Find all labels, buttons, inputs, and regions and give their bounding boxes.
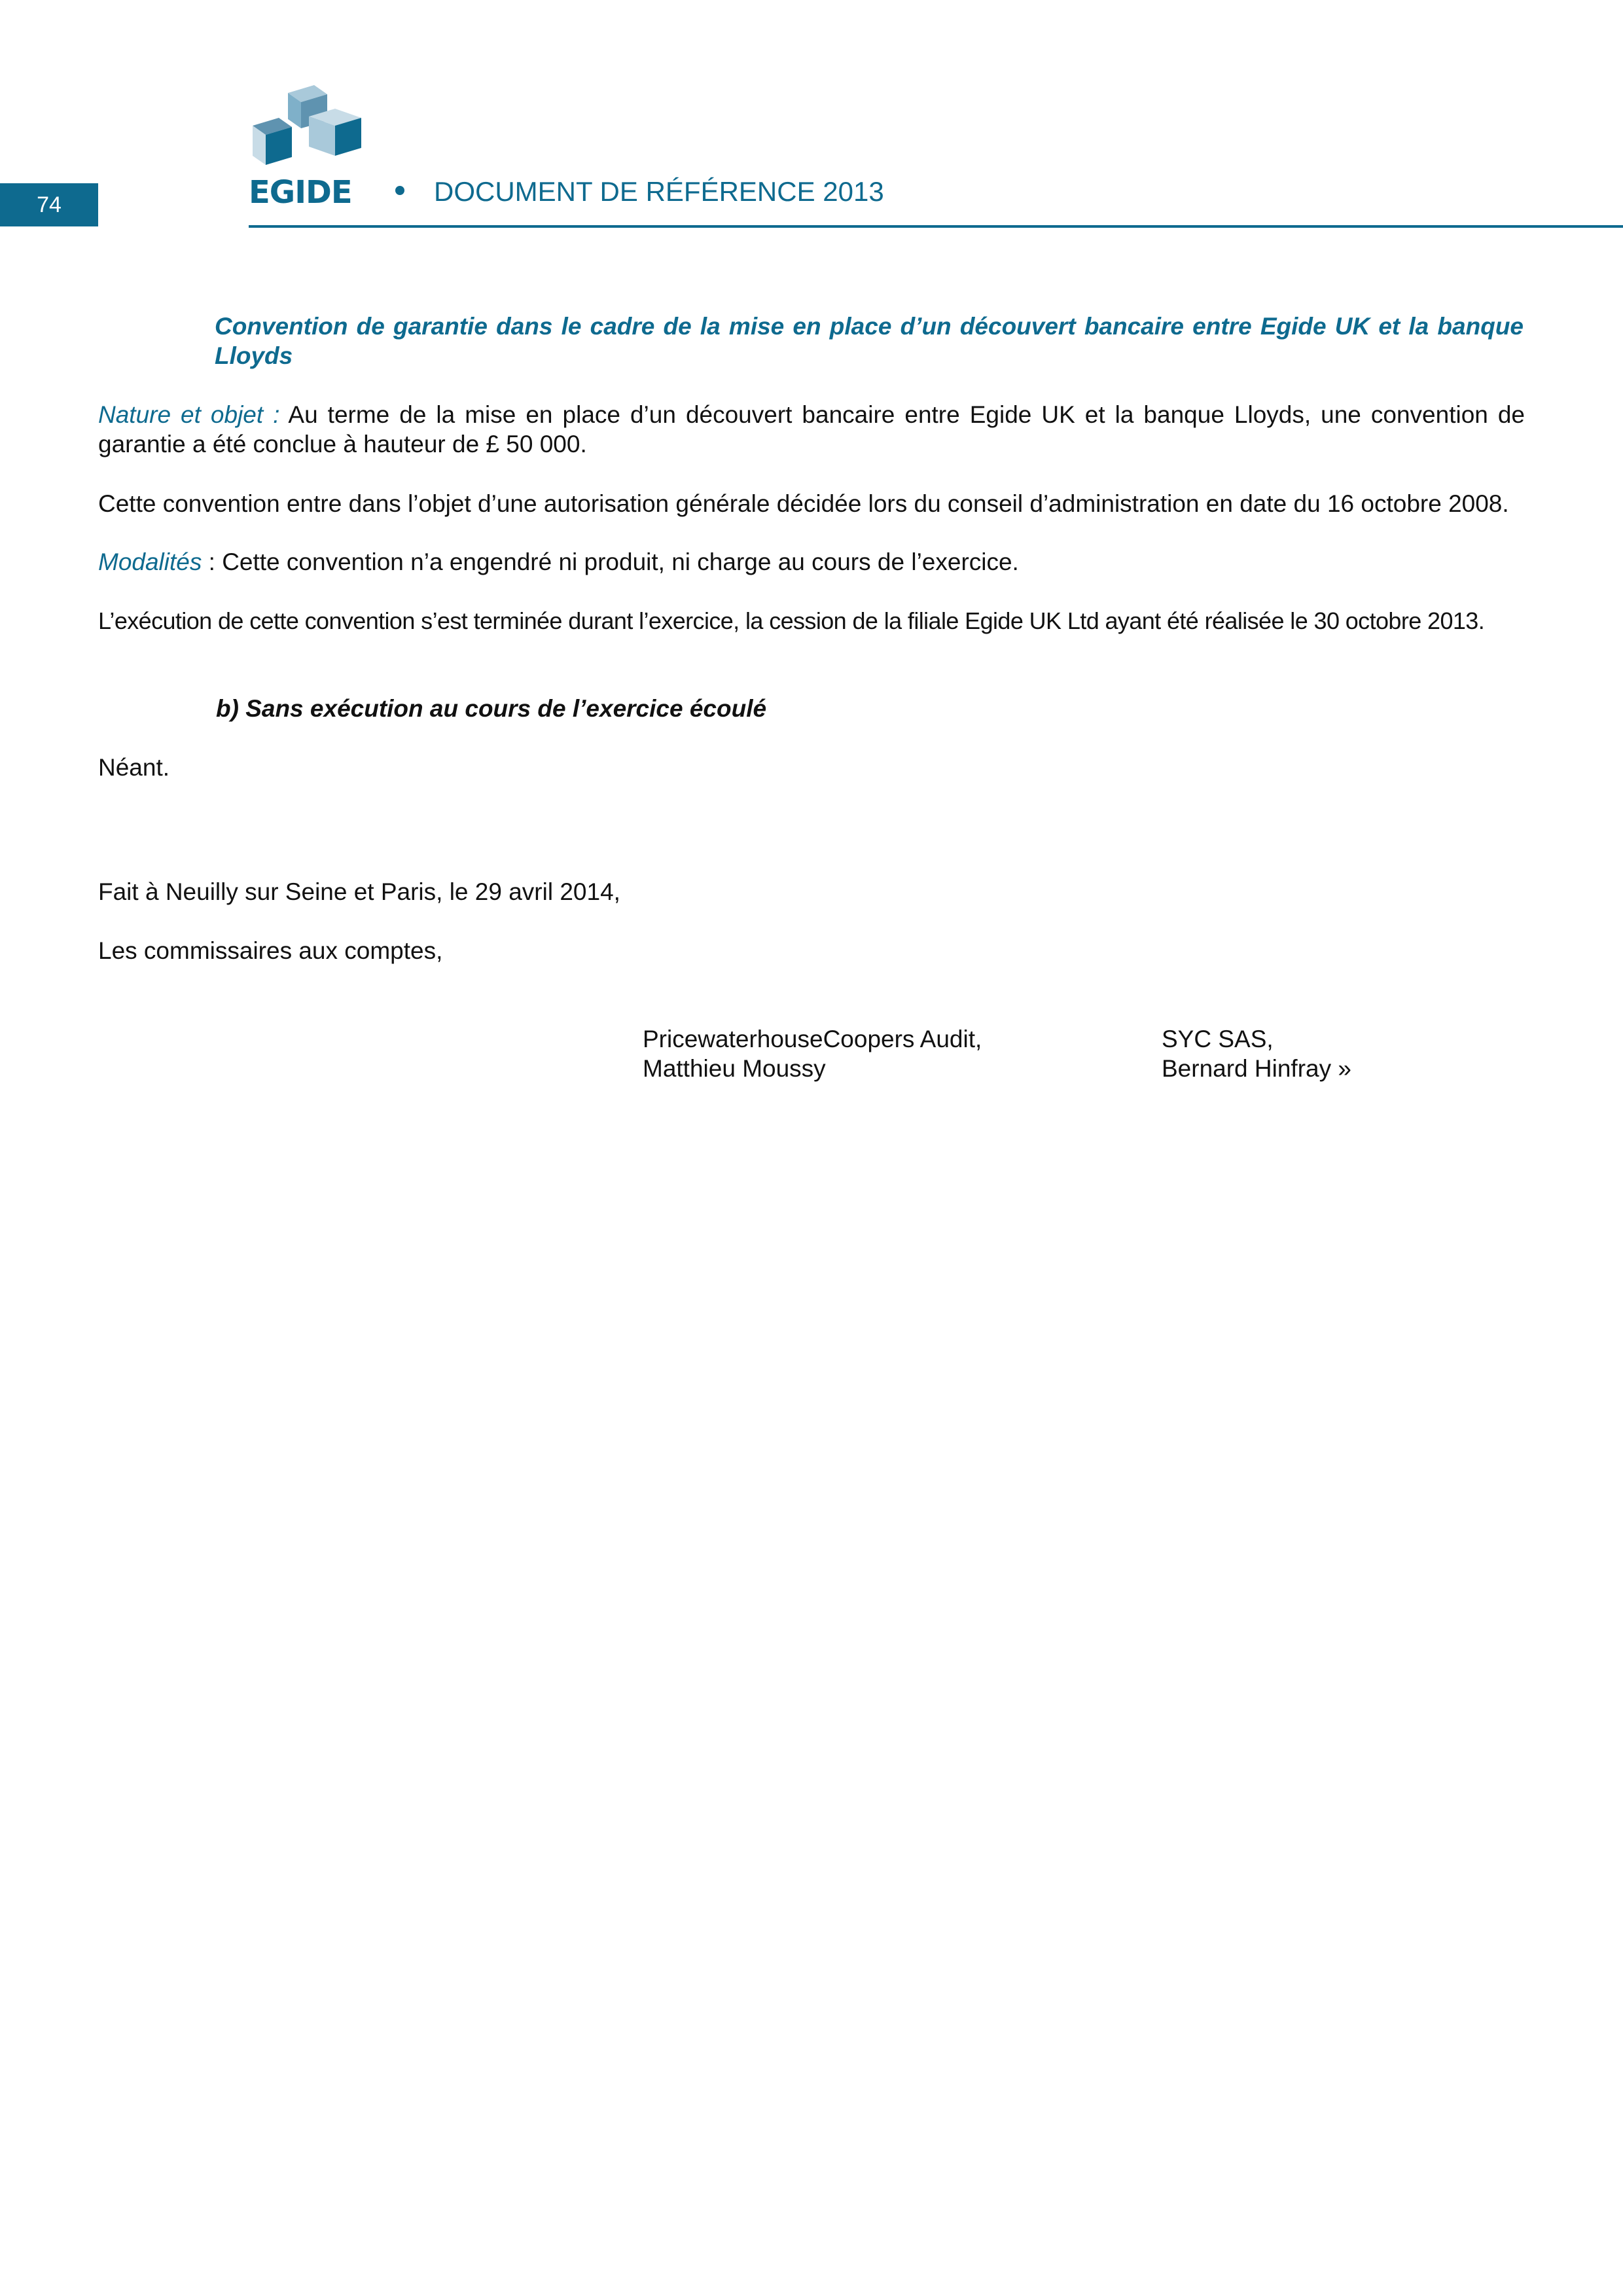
nature-label: Nature et objet : (98, 401, 280, 428)
header-divider (249, 225, 1623, 228)
place-date: Fait à Neuilly sur Seine et Paris, le 29 avril 2014, (98, 878, 620, 905)
page-number-text: 74 (37, 192, 62, 217)
modalites-label: Modalités (98, 548, 202, 575)
document-title: DOCUMENT DE RÉFÉRENCE 2013 (434, 176, 884, 207)
auditors-label: Les commissaires aux comptes, (98, 937, 443, 964)
authorization-paragraph: Cette convention entre dans l’objet d’une autorisation générale décidée lors du conseil d’administration en date du 16 octobre 2008. (98, 490, 1509, 517)
signature-firm: SYC SAS, (1162, 1026, 1274, 1052)
neant-text: Néant. (98, 754, 170, 781)
logo-text: EGIDE (249, 174, 352, 211)
bullet-icon (395, 186, 404, 195)
nature-text: Au terme de la mise en place d’un découvert bancaire entre Egide UK et la banque Lloyds, une convention de garantie a été conclue à hauteur de £ 50 000. (98, 401, 1525, 457)
signature-person: Matthieu Moussy (643, 1055, 826, 1082)
subsection-heading: b) Sans exécution au cours de l’exercice écoulé (216, 695, 767, 722)
signature-block-pwc (643, 1024, 982, 1083)
execution-paragraph: L’exécution de cette convention s’est terminée durant l’exercice, la cession de la filiale Egide UK Ltd ayant été réalisée le 30 octobre 2013. (98, 607, 1485, 634)
page-number (0, 183, 98, 226)
signature-block-syc (1162, 1024, 1351, 1083)
nature-paragraph (98, 400, 1525, 459)
signature-firm: PricewaterhouseCoopers Audit, (643, 1026, 982, 1052)
modalites-paragraph (98, 547, 1525, 577)
signature-person: Bernard Hinfray » (1162, 1055, 1351, 1082)
modalites-text: : Cette convention n’a engendré ni produit, ni charge au cours de l’exercice. (202, 548, 1019, 575)
section-heading: Convention de garantie dans le cadre de la mise en place d’un découvert bancaire entre Egide UK et la banque Lloyds (215, 313, 1524, 369)
